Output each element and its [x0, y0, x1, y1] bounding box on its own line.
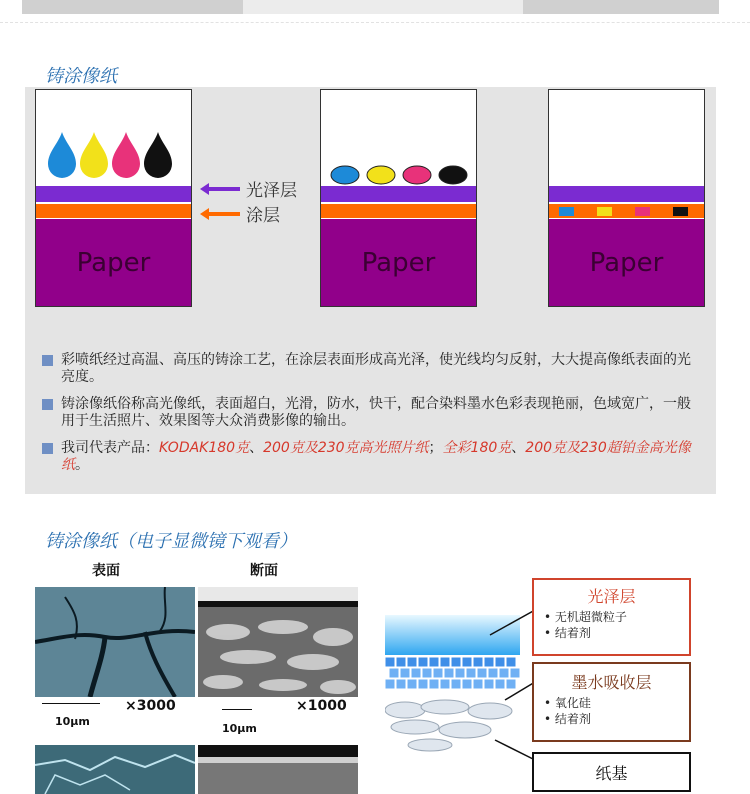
absorption-particle: [407, 657, 417, 667]
absorption-particle: [455, 668, 465, 678]
coating-layer: [321, 204, 476, 218]
square-bullet-icon: [42, 443, 53, 454]
separator: 、: [511, 440, 526, 456]
product-name: 200克及230超铂金高光像纸: [61, 440, 691, 473]
gloss-layer-label: 光泽层: [246, 181, 297, 201]
absorption-particle: [422, 668, 432, 678]
cross-section-micrograph-2: [198, 745, 358, 794]
paper-label: Paper: [589, 247, 664, 278]
description-list: [42, 352, 702, 474]
cross-section-micrograph: [198, 587, 358, 697]
arrow-left-icon: [200, 185, 240, 193]
callout-title: 墨水吸收层: [571, 673, 652, 692]
top-banner-highlight: [243, 0, 523, 14]
ink-dot-icon: [439, 166, 467, 184]
absorption-particle: [385, 679, 395, 689]
scale-label: 10μm: [222, 722, 257, 735]
absorption-particle: [396, 657, 406, 667]
square-bullet-icon: [42, 399, 53, 410]
scale-label: 10μm: [55, 715, 90, 728]
absorption-particle: [389, 668, 399, 678]
ink-dots-icon: [329, 164, 469, 186]
diagram-box-ink-absorbed: [548, 89, 705, 307]
absorption-particle: [385, 657, 395, 667]
absorbed-ink-icon: [559, 207, 699, 216]
surface-micrograph: [35, 587, 195, 697]
paper-layer: [321, 219, 476, 306]
absorption-particle: [433, 668, 443, 678]
products-text: [61, 440, 702, 474]
callout-item: • 氧化硅: [544, 696, 591, 710]
product-name: 200克及230克高光照片纸: [263, 440, 429, 456]
products-prefix: 我司代表产品：: [61, 440, 159, 456]
callout-item-text: 结着剂: [554, 712, 591, 726]
ink-drop-icon: [144, 132, 172, 178]
absorption-particle: [444, 668, 454, 678]
paper-label: Paper: [361, 247, 436, 278]
coating-layer: [36, 204, 191, 218]
gloss-layer: [36, 186, 191, 202]
ink-drops-icon: [46, 132, 186, 180]
square-bullet-icon: [42, 355, 53, 366]
absorption-particle: [411, 668, 421, 678]
absorption-particle: [407, 679, 417, 689]
callout-item: • 结着剂: [544, 712, 591, 726]
surface-micrograph-2: [35, 745, 195, 794]
section-title-cast-coated: 铸涂像纸: [45, 66, 117, 87]
callout-item-text: 氧化硅: [554, 696, 591, 710]
absorbed-ink-square: [597, 207, 612, 216]
absorption-particle: [466, 668, 476, 678]
absorption-particle: [400, 668, 410, 678]
magnification-label: ×1000: [296, 698, 347, 714]
separator: 。: [75, 457, 89, 473]
absorption-particle: [451, 679, 461, 689]
ink-absorption-callout-box: [532, 662, 691, 742]
gloss-layer: [321, 186, 476, 202]
absorbed-ink-square: [559, 207, 574, 216]
absorbed-ink-square: [673, 207, 688, 216]
gloss-layer-callout: [200, 176, 297, 201]
paper-base-callout-box: [532, 752, 691, 792]
diagram-box-ink-on-gloss: [320, 89, 477, 307]
separator: ；: [428, 440, 443, 456]
paper-layer: [36, 219, 191, 306]
description-paragraph: [42, 352, 702, 386]
absorption-particle: [418, 657, 428, 667]
product-name: KODAK180克: [159, 440, 250, 456]
paragraph-text: 彩喷纸经过高温、高压的铸涂工艺，在涂层表面形成高光泽，使光线均匀反射，大大提高像纸表面的光亮度。: [61, 352, 691, 385]
absorption-particle: [429, 679, 439, 689]
description-paragraph: [42, 396, 702, 430]
paper-label: Paper: [76, 247, 151, 278]
paragraph-text: 铸涂像纸俗称高光像纸，表面超白，光滑，防水，快干，配合染料墨水色彩表现艳丽，色域宽广，一般用于生活照片、效果图等大众消费影像的输出。: [61, 396, 691, 429]
callout-item: • 结着剂: [544, 626, 591, 640]
separator: 、: [249, 440, 264, 456]
ink-dot-icon: [331, 166, 359, 184]
absorption-particle: [440, 657, 450, 667]
product-name: 全彩180克: [442, 440, 512, 456]
absorption-particle: [462, 679, 472, 689]
absorption-particle: [396, 679, 406, 689]
scale-bar: [42, 703, 100, 704]
arrow-left-icon: [200, 210, 240, 218]
gloss-layer: [549, 186, 704, 202]
cross-section-label: 断面: [250, 563, 278, 579]
ink-dot-icon: [367, 166, 395, 184]
ink-dot-icon: [403, 166, 431, 184]
absorption-particle: [462, 657, 472, 667]
coating-label: 涂层: [246, 206, 280, 226]
coating-callout: [200, 201, 280, 226]
paper-layer: [549, 219, 704, 306]
callout-item-text: 结着剂: [554, 626, 591, 640]
dashed-divider: [0, 22, 750, 23]
magnification-label: ×3000: [125, 698, 176, 714]
products-paragraph: [42, 440, 702, 474]
scale-bar: [222, 709, 252, 710]
coating-layer: [549, 204, 704, 218]
absorbed-ink-square: [635, 207, 650, 216]
gloss-layer-callout-box: [532, 578, 691, 656]
absorption-particle: [451, 657, 461, 667]
ink-drop-icon: [48, 132, 76, 178]
ink-drop-icon: [80, 132, 108, 178]
callout-item-text: 无机超微粒子: [554, 610, 627, 624]
absorption-particle: [418, 679, 428, 689]
surface-label: 表面: [92, 563, 120, 579]
ink-drop-icon: [112, 132, 140, 178]
absorption-particle: [440, 679, 450, 689]
callout-title: 光泽层: [587, 587, 636, 606]
callout-item: • 无机超微粒子: [544, 610, 627, 624]
callout-title: 纸基: [595, 764, 628, 783]
section-title-microscope: 铸涂像纸（电子显微镜下观看）: [45, 531, 297, 552]
diagram-box-ink-drops: [35, 89, 192, 307]
absorption-particle: [429, 657, 439, 667]
